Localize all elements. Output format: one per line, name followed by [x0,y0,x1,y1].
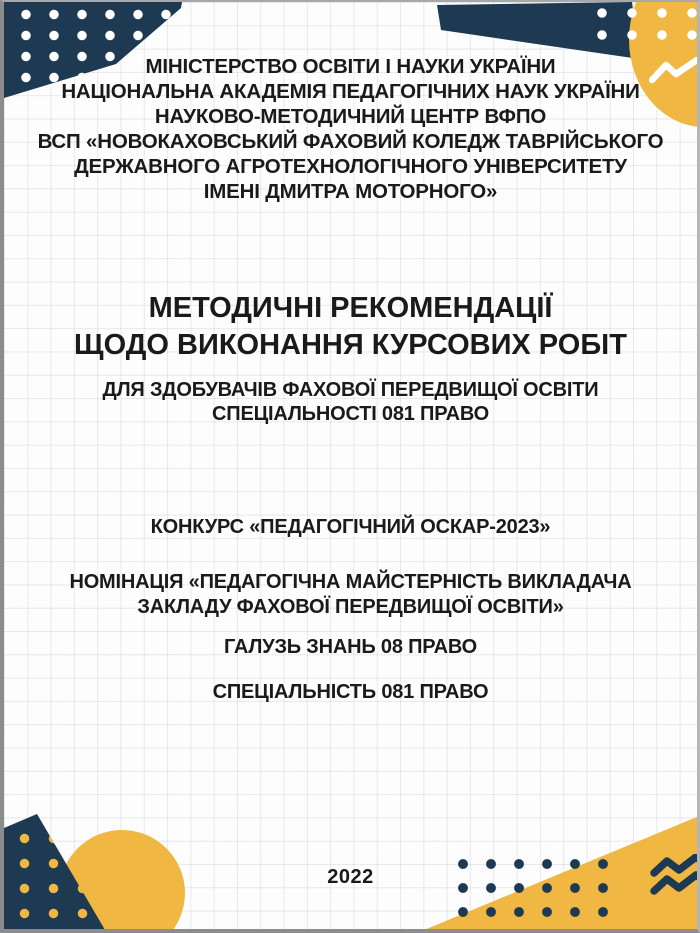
header-line: ІМЕНІ ДМИТРА МОТОРНОГО» [203,180,498,203]
nomination [4,570,697,620]
year-label: 2022 [327,866,374,888]
header-line: ДЕРЖАВНОГО АГРОТЕХНОЛОГІЧНОГО УНІВЕРСИТЕТУ [74,155,627,178]
institution-header [4,54,697,204]
double-wave-icon [650,854,700,900]
subtitle-line: СПЕЦІАЛЬНОСТІ 081 ПРАВО [212,403,489,425]
header-line: НАЦІОНАЛЬНА АКАДЕМІЯ ПЕДАГОГІЧНИХ НАУК УКРАЇНИ [61,80,640,103]
document-subtitle [4,378,697,426]
header-line: МІНІСТЕРСТВО ОСВІТИ І НАУКИ УКРАЇНИ [145,55,556,78]
field-of-knowledge-line: ГАЛУЗЬ ЗНАНЬ 08 ПРАВО [224,636,477,658]
contest-line: КОНКУРС «ПЕДАГОГІЧНИЙ ОСКАР-2023» [150,516,551,538]
top-right-dot-pattern [587,2,700,48]
trend-zigzag-icon [649,57,700,87]
subtitle-line: ДЛЯ ЗДОБУВАЧІВ ФАХОВОЇ ПЕРЕДВИЩОЇ ОСВІТИ [102,379,599,401]
header-line: ВСП «НОВОКАХОВСЬКИЙ ФАХОВИЙ КОЛЕДЖ ТАВРІЙСЬКОГО [37,130,664,153]
bottom-right-dot-pattern [449,852,614,933]
specialty-line: СПЕЦІАЛЬНІСТЬ 081 ПРАВО [212,681,489,703]
nomination-line: НОМІНАЦІЯ «ПЕДАГОГІЧНА МАЙСТЕРНІСТЬ ВИКЛАДАЧА [69,571,632,593]
document-title [4,290,697,364]
title-line: МЕТОДИЧНІ РЕКОМЕНДАЦІЇ [148,292,553,324]
nomination-line: ЗАКЛАДУ ФАХОВОЇ ПЕРЕДВИЩОЇ ОСВІТИ» [137,596,564,618]
header-line: НАУКОВО-МЕТОДИЧНИЙ ЦЕНТР ВФПО [154,105,547,128]
title-line: ЩОДО ВИКОНАННЯ КУРСОВИХ РОБІТ [74,329,627,361]
